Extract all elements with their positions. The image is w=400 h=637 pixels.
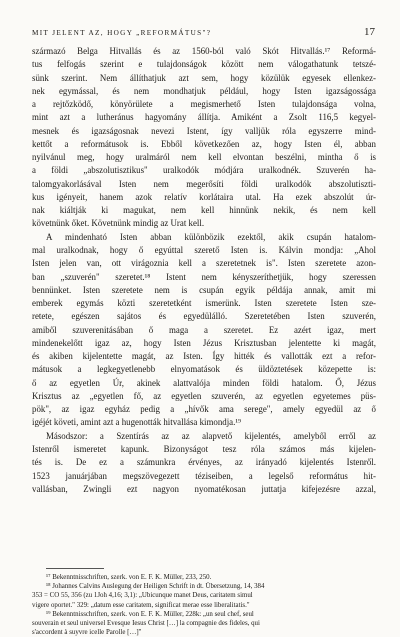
body-line: nek egymással, és nem mondhatjuk például, hogy Isten igazságossága xyxy=(32,85,376,96)
body-line: nyilvánul meg, hogy uralmáról nem kell elvontan beszélni, mintha ő is xyxy=(32,152,376,163)
body-line: a földi „abszolutisztikus" uralkodók módjára uralkodnék. Szuverén ha- xyxy=(32,165,376,176)
footnotes xyxy=(32,573,376,637)
footnote-line: ¹⁹ Bekenntnisschriften, szerk. von E. F. K. Müller, 228k: „un seul chef, seul xyxy=(46,610,254,618)
body-line: követnünk őket. Követnünk mindig az Urat kell. xyxy=(32,218,205,229)
body-line: mátusok a legkegyetlenebb elnyomatások és üldöztetések közepette is: xyxy=(32,364,376,375)
body-line: emberek egymás közti szeretetként ismerünk. Isten szeretete Isten sze- xyxy=(32,298,376,309)
body-line: A mindenható Isten abban különbözik ezektől, akik csupán hatalom- xyxy=(46,231,376,242)
running-head: MIT JELENT AZ, HOGY „REFORMÁTUS"? xyxy=(32,29,212,37)
body-line: sünk szerint. Nem állíthatjuk azt sem, hogy közülük egyesek ellenkez- xyxy=(32,72,376,83)
body-line: mesnek és igazságosnak nevezi Istent, így valljük róla egyszerre mind- xyxy=(32,125,376,136)
body-line: ő az egyetlen Úr, akinek alattvalója minden földi hatalom. Ő, Jézus xyxy=(32,377,376,388)
body-line: Másodszor: a Szentírás az az alapvető kijelentés, amelyből erről az xyxy=(46,430,376,441)
body-line: tés is. De ez a számunkra érvényes, az irányadó kijelentés Istenről. xyxy=(32,457,376,468)
body-line: nak kiáltják ki magukat, nem kell hinnünk nekik, és nem kell xyxy=(32,205,376,216)
footnote-divider xyxy=(46,568,104,569)
body-line: mint azt a lutheránus hagyomány állítja. Amiként a Zsolt 116,5 kegyel- xyxy=(32,112,376,123)
body-line: kus igényeit, hanem azok relatív korlátaira utal. Ha ezek abszolút úr- xyxy=(32,191,376,202)
body-line: talomgyakorlásával Isten nem megerősíti földi uralkodók abszolutiszti- xyxy=(32,178,376,189)
footnote-line: ¹⁷ Bekenntnisschriften, szerk. von E. F. K. Müller, 233, 250. xyxy=(46,574,212,581)
body-line: 1523 januárjában megszövegezett téziseiben, a legelső református hit- xyxy=(32,470,376,481)
body-line: mindenekelőtt igaz az, hogy Isten Jézus Krisztusban jelentette ki magát, xyxy=(32,337,376,348)
body-line: amiből szuverenitásában ő maga a szeretet. Ez azért igaz, mert xyxy=(32,324,376,335)
body-text xyxy=(32,45,376,496)
body-line: pök", az igaz egyház pedig a „hívők ama serege", amely egyedül az ő xyxy=(32,404,376,415)
page-number: 17 xyxy=(364,26,375,38)
body-line: Krisztus az „egyetlen fő, az egyetlen szuverén, az egyetlen egyetemes püs- xyxy=(32,390,376,401)
body-line: igéjét követi, amint azt a hugenották hitvallása kimondja.¹⁹ xyxy=(32,417,242,428)
footnote-line: 353 = CO 55, 356 (zu 1Joh 4,16; 3,1): „Ubicunque manet Deus, caritatem simul xyxy=(32,592,253,600)
body-line: kettőt a reformátusok is. Ebből következően az, hogy Isten él, abban xyxy=(32,138,376,149)
footnote-line: souverain et seul universel Evesque Iesus Christ […] la compagnie des fideles, qui xyxy=(32,619,260,627)
footnote-line: s'accordent à suyvre icelle Parolle […]" xyxy=(32,629,142,637)
footnote-line: vigere oportet." 329: „datum esse caritatem, significat merae esse liberalitatis." xyxy=(32,601,250,609)
body-line: a rejtőzködő, könyörülete a megismerhető Isten tulajdonsága volna, xyxy=(32,99,376,110)
body-line: retete, egészen sajátos és egyedülálló. Szeretetében Isten szuverén, xyxy=(32,311,376,322)
body-line: mal uralkodnak, hogy ő egyúttal szerető Isten is. Kálvin mondja: „Ahol xyxy=(32,244,376,255)
body-line: Isten jelen van, ott virágoznia kell a szeretetnek is". Isten szeretete azon- xyxy=(32,258,376,269)
body-line: vallásban, Zwingli ezt nagyon nyomatékosan juttatja kifejezésre azzal, xyxy=(32,483,376,494)
body-line: tus felfogás szerint e tulajdonságok között nem válogathatunk tetszé- xyxy=(32,59,376,70)
body-line: és akiben kijelentette magát, az Isten. Így hitték és vallották ezt a refor- xyxy=(32,351,376,362)
body-line: származó Belga Hitvallás és az 1560-ból való Skót Hitvallás.¹⁷ Reformá- xyxy=(32,46,376,56)
footnote-line: ¹⁸ Johannes Calvins Auslegung der Heiligen Schrift in dt. Übersetzung, 14, 384 xyxy=(46,583,265,591)
body-line: Istenről ismeretet kapunk. Bizonyságot tesz róla számos más kijelen- xyxy=(32,443,376,454)
body-line: ban „szuverén" szeretet.¹⁸ Istent nem kényszeríthetjük, hogy szeressen xyxy=(32,271,376,282)
body-line: bennünket. Isten szeretete nem is csupán egyik példája annak, amit mi xyxy=(32,284,376,295)
